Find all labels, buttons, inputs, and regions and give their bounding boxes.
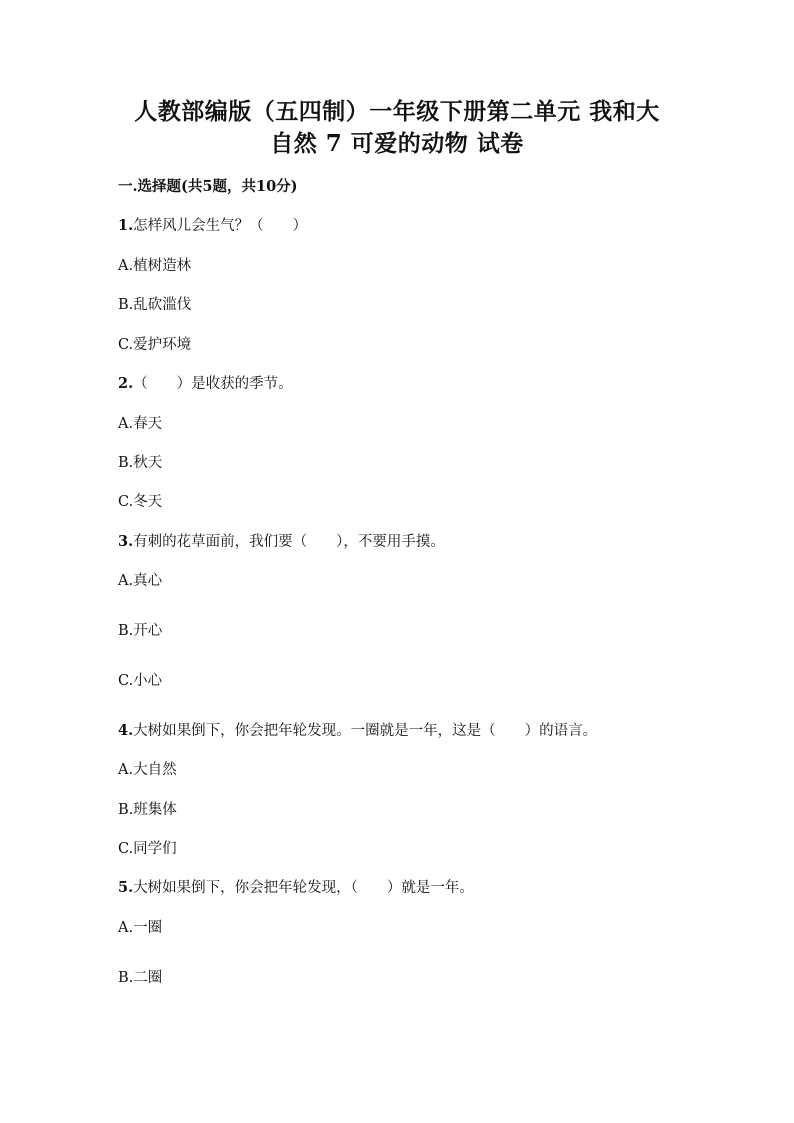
question-4 [118,719,597,743]
question-1-option-a: A.植树造林 [118,258,192,274]
question-1-option-c: C.爱护环境 [118,337,192,353]
question-number: 1. [118,217,134,234]
question-number: 2. [118,375,134,392]
question-4-option-b: B.班集体 [118,802,177,818]
question-2-option-c: C.冬天 [118,494,163,510]
question-2-option-a: A.春天 [118,416,163,432]
question-text: 怎样风儿会生气？（ ） [133,218,308,234]
question-3 [118,530,445,554]
question-number: 5. [118,879,134,896]
question-2 [118,372,293,396]
question-3-option-a: A.真心 [118,573,163,589]
question-text: 大树如果倒下，你会把年轮发现。一圈就是一年，这是（ ）的语言。 [133,723,598,739]
question-5 [118,876,474,900]
question-3-option-b: B.开心 [118,623,163,639]
section-heading: 一.选择题(共5题，共10分) [118,178,298,195]
question-number: 4. [118,722,134,739]
page-title-line-1: 人教部编版（五四制）一年级下册第二单元 我和大 [134,98,660,125]
question-4-option-c: C.同学们 [118,841,177,857]
question-4-option-a: A.大自然 [118,762,177,778]
question-number: 3. [118,533,134,550]
question-text: 有刺的花草面前，我们要（ ），不要用手摸。 [133,534,445,550]
page-title-line-2: 自然 7 可爱的动物 试卷 [270,130,524,157]
question-3-option-c: C.小心 [118,673,163,689]
question-2-option-b: B.秋天 [118,455,163,471]
question-5-option-a: A.一圈 [118,920,163,936]
question-text: 大树如果倒下，你会把年轮发现，（ ）就是一年。 [133,880,474,896]
question-5-option-b: B.二圈 [118,970,163,986]
question-1-option-b: B.乱砍滥伐 [118,297,192,313]
question-text: （ ）是收获的季节。 [133,376,293,392]
question-1 [118,214,307,238]
